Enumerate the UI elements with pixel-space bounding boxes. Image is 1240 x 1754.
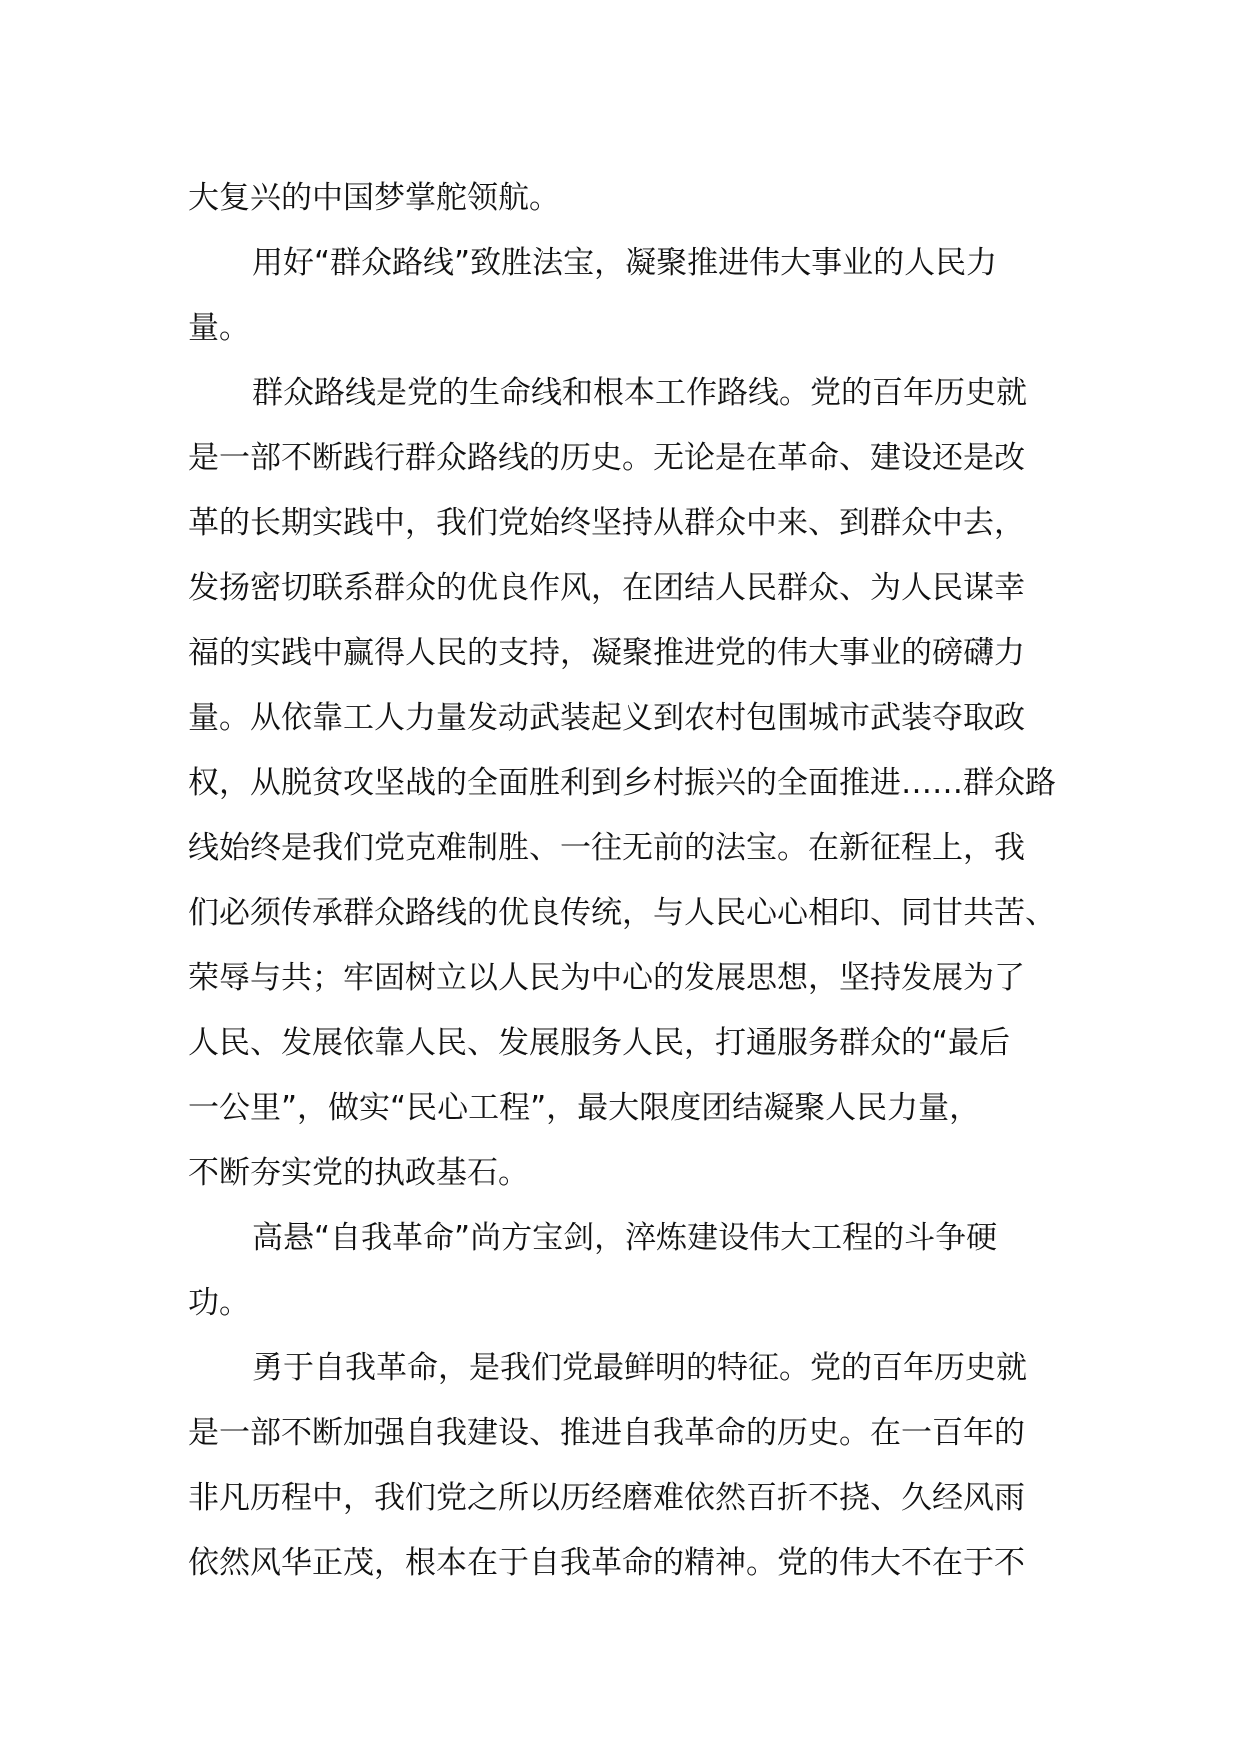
section-heading-line: 量。 [188, 310, 250, 346]
text-line: 发扬密切联系群众的优良作风，在团结人民群众、为人民谋幸 [188, 570, 1025, 606]
text-line: 福的实践中赢得人民的支持，凝聚推进党的伟大事业的磅礴力 [188, 635, 1025, 671]
section-heading-line: 高悬“自我革命”尚方宝剑，淬炼建设伟大工程的斗争硬 [252, 1220, 998, 1256]
text-line: 权，从脱贫攻坚战的全面胜利到乡村振兴的全面推进……群众路 [188, 765, 1056, 801]
text-line: 们必须传承群众路线的优良传统，与人民心心相印、同甘共苦、 [188, 895, 1056, 931]
text-line: 非凡历程中，我们党之所以历经磨难依然百折不挠、久经风雨 [188, 1480, 1025, 1516]
text-line: 大复兴的中国梦掌舵领航。 [188, 180, 560, 216]
text-line: 不断夯实党的执政基石。 [188, 1155, 529, 1191]
text-line: 人民、发展依靠人民、发展服务人民，打通服务群众的“最后 [188, 1025, 1011, 1061]
text-line: 线始终是我们党克难制胜、一往无前的法宝。在新征程上，我 [188, 830, 1025, 866]
section-heading-line: 用好“群众路线”致胜法宝，凝聚推进伟大事业的人民力 [252, 245, 998, 281]
text-line: 勇于自我革命，是我们党最鲜明的特征。党的百年历史就 [252, 1350, 1027, 1386]
body-text [188, 166, 1088, 1596]
text-line: 群众路线是党的生命线和根本工作路线。党的百年历史就 [252, 375, 1027, 411]
text-line: 革的长期实践中，我们党始终坚持从群众中来、到群众中去， [188, 505, 1025, 541]
text-line: 量。从依靠工人力量发动武装起义到农村包围城市武装夺取政 [188, 700, 1025, 736]
text-line: 是一部不断加强自我建设、推进自我革命的历史。在一百年的 [188, 1415, 1025, 1451]
text-line: 荣辱与共；牢固树立以人民为中心的发展思想，坚持发展为了 [188, 960, 1025, 996]
section-heading-line: 功。 [188, 1285, 250, 1321]
text-line: 是一部不断践行群众路线的历史。无论是在革命、建设还是改 [188, 440, 1025, 476]
text-line: 一公里”，做实“民心工程”，最大限度团结凝聚人民力量， [188, 1090, 981, 1126]
text-line: 依然风华正茂，根本在于自我革命的精神。党的伟大不在于不 [188, 1545, 1025, 1581]
